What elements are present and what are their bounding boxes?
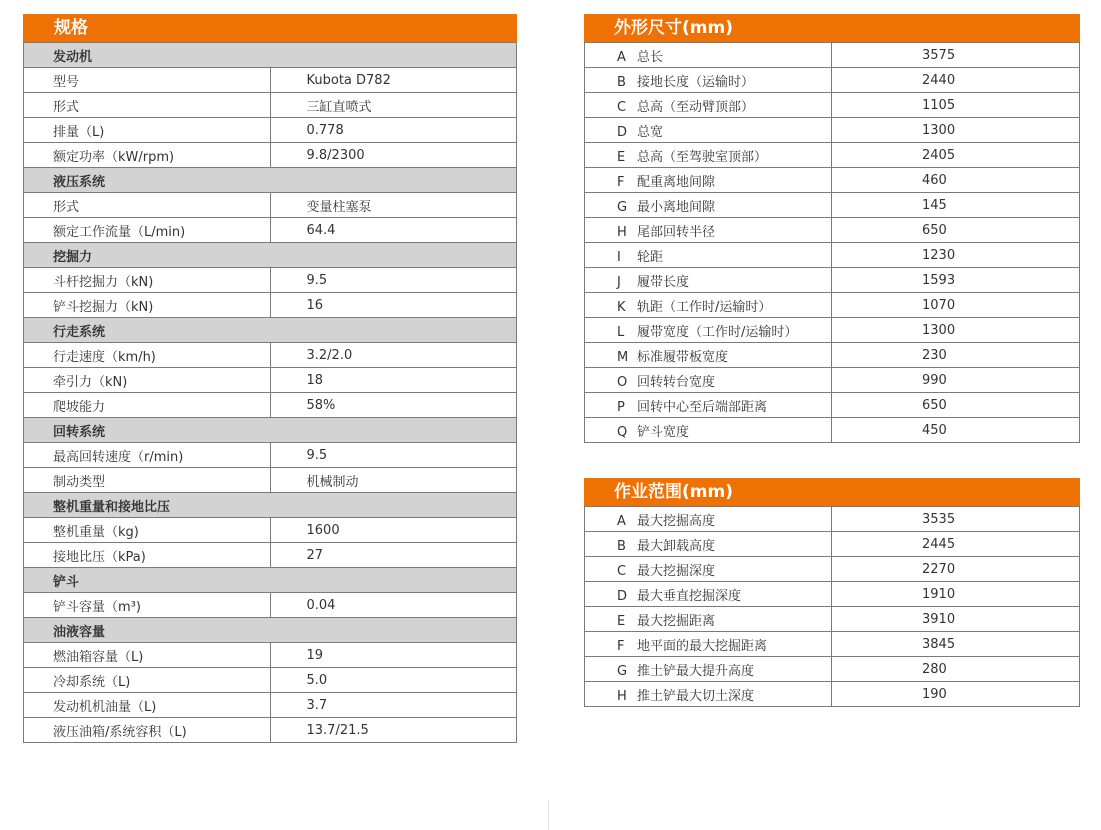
- dimension-value: 1070: [832, 293, 1080, 318]
- dimension-label: 总高（至驾驶室顶部）: [637, 149, 768, 165]
- working-range-grid: [584, 506, 1080, 707]
- dimension-label: 最大卸载高度: [637, 538, 716, 554]
- spec-label: 液压油箱/系统容积（L): [24, 718, 271, 743]
- section-name: 回转系统: [24, 418, 271, 443]
- section-filler: [270, 618, 517, 643]
- spec-label: 额定功率（kW/rpm): [24, 143, 271, 168]
- spec-label: 排量（L): [24, 118, 271, 143]
- dimension-key: Q: [617, 424, 628, 440]
- table-row: [585, 193, 1080, 218]
- spec-label: 冷却系统（L): [24, 668, 271, 693]
- section-name: 发动机: [24, 43, 271, 68]
- dimension-key: C: [617, 99, 627, 115]
- dimension-label-cell: [585, 343, 832, 368]
- table-row: [24, 343, 517, 368]
- dimension-value: 145: [832, 193, 1080, 218]
- table-row: [585, 93, 1080, 118]
- spec-value: 58%: [270, 393, 517, 418]
- dimensions-table: [584, 14, 1080, 443]
- dimension-label-cell: [585, 582, 832, 607]
- spec-label: 形式: [24, 193, 271, 218]
- dimension-key: F: [617, 174, 625, 190]
- specifications-table: [23, 14, 517, 743]
- dimension-key: M: [617, 349, 629, 365]
- spec-value: 1600: [270, 518, 517, 543]
- spec-label: 行走速度（km/h): [24, 343, 271, 368]
- spec-value: 13.7/21.5: [270, 718, 517, 743]
- dimension-label: 接地长度（运输时）: [637, 74, 755, 90]
- working-range-table: [584, 478, 1080, 707]
- dimension-key: J: [617, 274, 621, 290]
- dimension-value: 3575: [832, 43, 1080, 68]
- table-row: [24, 543, 517, 568]
- section-name: 铲斗: [24, 568, 271, 593]
- spec-value: 64.4: [270, 218, 517, 243]
- dimension-label-cell: [585, 218, 832, 243]
- dimension-label: 推土铲最大切土深度: [637, 688, 755, 704]
- working-range-title: 作业范围(mm): [584, 478, 1080, 506]
- table-row: [585, 318, 1080, 343]
- spec-label: 斗杆挖掘力（kN): [24, 268, 271, 293]
- table-row: [24, 393, 517, 418]
- spec-label: 燃油箱容量（L): [24, 643, 271, 668]
- dimension-key: A: [617, 49, 626, 65]
- dimension-value: 2440: [832, 68, 1080, 93]
- dimension-value: 2270: [832, 557, 1080, 582]
- dimension-label: 回转转台宽度: [637, 374, 716, 390]
- table-row: [585, 632, 1080, 657]
- dimension-key: G: [617, 663, 628, 679]
- dimension-value: 1105: [832, 93, 1080, 118]
- table-row: [24, 643, 517, 668]
- spec-value: 9.5: [270, 443, 517, 468]
- table-row: [585, 507, 1080, 532]
- spec-label: 最高回转速度（r/min): [24, 443, 271, 468]
- section-name: 液压系统: [24, 168, 271, 193]
- spec-value: 3.2/2.0: [270, 343, 517, 368]
- spec-value: 机械制动: [270, 468, 517, 493]
- dimension-label-cell: [585, 168, 832, 193]
- dimension-label-cell: [585, 557, 832, 582]
- dimension-value: 460: [832, 168, 1080, 193]
- spec-value: 变量柱塞泵: [270, 193, 517, 218]
- page-divider: [548, 800, 549, 830]
- table-row: [585, 43, 1080, 68]
- spec-label: 接地比压（kPa): [24, 543, 271, 568]
- spec-value: Kubota D782: [270, 68, 517, 93]
- dimension-key: E: [617, 613, 626, 629]
- spec-label: 制动类型: [24, 468, 271, 493]
- dimension-value: 280: [832, 657, 1080, 682]
- table-row: [24, 143, 517, 168]
- table-row: [24, 68, 517, 93]
- dimensions-grid: [584, 42, 1080, 443]
- table-row: [24, 268, 517, 293]
- table-row: [24, 668, 517, 693]
- section-filler: [270, 243, 517, 268]
- dimension-label: 轮距: [637, 249, 664, 265]
- table-row: [585, 143, 1080, 168]
- dimension-label-cell: [585, 507, 832, 532]
- dimension-value: 1593: [832, 268, 1080, 293]
- dimension-value: 3910: [832, 607, 1080, 632]
- section-filler: [270, 493, 517, 518]
- dimension-value: 650: [832, 218, 1080, 243]
- table-row: [24, 218, 517, 243]
- table-row: [585, 268, 1080, 293]
- dimension-value: 3535: [832, 507, 1080, 532]
- spec-value: 16: [270, 293, 517, 318]
- dimension-value: 650: [832, 393, 1080, 418]
- spec-label: 形式: [24, 93, 271, 118]
- dimension-label-cell: [585, 318, 832, 343]
- dimension-label-cell: [585, 243, 832, 268]
- section-filler: [270, 418, 517, 443]
- dimension-key: H: [617, 688, 627, 704]
- spec-value: 0.778: [270, 118, 517, 143]
- spec-value: 3.7: [270, 693, 517, 718]
- table-row: [585, 68, 1080, 93]
- table-row: [585, 657, 1080, 682]
- table-row: [585, 393, 1080, 418]
- dimension-key: B: [617, 74, 626, 90]
- dimension-key: A: [617, 513, 626, 529]
- dimension-label: 总长: [637, 49, 664, 65]
- dimension-label-cell: [585, 68, 832, 93]
- table-row: [585, 293, 1080, 318]
- dimension-label-cell: [585, 393, 832, 418]
- dimension-value: 2445: [832, 532, 1080, 557]
- table-row: [24, 368, 517, 393]
- dimension-label: 标准履带板宽度: [637, 349, 729, 365]
- dimension-value: 1300: [832, 318, 1080, 343]
- dimension-label: 最大垂直挖掘深度: [637, 588, 742, 604]
- spec-label: 额定工作流量（L/min): [24, 218, 271, 243]
- dimension-label-cell: [585, 193, 832, 218]
- specifications-title: 规格: [23, 14, 517, 42]
- dimension-key: K: [617, 299, 626, 315]
- dimension-label: 最大挖掘距离: [637, 613, 716, 629]
- table-row: [585, 218, 1080, 243]
- dimension-label-cell: [585, 368, 832, 393]
- table-row: [585, 682, 1080, 707]
- section-header-row: [24, 618, 517, 643]
- table-row: [24, 718, 517, 743]
- section-header-row: [24, 318, 517, 343]
- spec-value: 18: [270, 368, 517, 393]
- section-header-row: [24, 568, 517, 593]
- section-name: 整机重量和接地比压: [24, 493, 271, 518]
- table-row: [585, 582, 1080, 607]
- dimension-key: F: [617, 638, 625, 654]
- dimension-label: 轨距（工作时/运输时）: [637, 299, 772, 315]
- dimension-label-cell: [585, 418, 832, 443]
- dimension-value: 3845: [832, 632, 1080, 657]
- section-header-row: [24, 418, 517, 443]
- dimension-label-cell: [585, 682, 832, 707]
- dimension-label: 最大挖掘深度: [637, 563, 716, 579]
- specifications-grid: [23, 42, 517, 743]
- table-row: [585, 368, 1080, 393]
- table-row: [585, 243, 1080, 268]
- table-row: [24, 468, 517, 493]
- section-name: 油液容量: [24, 618, 271, 643]
- dimension-value: 1910: [832, 582, 1080, 607]
- dimension-label: 配重离地间隙: [637, 174, 716, 190]
- section-header-row: [24, 243, 517, 268]
- section-name: 挖掘力: [24, 243, 271, 268]
- table-row: [585, 418, 1080, 443]
- dimension-label-cell: [585, 268, 832, 293]
- dimension-key: G: [617, 199, 628, 215]
- dimension-label: 地平面的最大挖掘距离: [637, 638, 768, 654]
- dimension-key: C: [617, 563, 627, 579]
- dimension-label: 推土铲最大提升高度: [637, 663, 755, 679]
- dimension-value: 2405: [832, 143, 1080, 168]
- section-filler: [270, 168, 517, 193]
- dimension-label-cell: [585, 657, 832, 682]
- dimension-label: 最小离地间隙: [637, 199, 716, 215]
- spec-value: 27: [270, 543, 517, 568]
- spec-value: 9.8/2300: [270, 143, 517, 168]
- section-filler: [270, 43, 517, 68]
- spec-label: 铲斗挖掘力（kN): [24, 293, 271, 318]
- spec-label: 爬坡能力: [24, 393, 271, 418]
- spec-value: 0.04: [270, 593, 517, 618]
- dimension-label: 履带长度: [637, 274, 690, 290]
- dimension-label-cell: [585, 607, 832, 632]
- spec-value: 5.0: [270, 668, 517, 693]
- dimension-label: 最大挖掘高度: [637, 513, 716, 529]
- spec-value: 19: [270, 643, 517, 668]
- dimension-label-cell: [585, 532, 832, 557]
- dimension-value: 190: [832, 682, 1080, 707]
- dimension-label: 回转中心至后端部距离: [637, 399, 768, 415]
- table-row: [585, 607, 1080, 632]
- table-row: [585, 118, 1080, 143]
- dimension-label: 尾部回转半径: [637, 224, 716, 240]
- table-row: [24, 118, 517, 143]
- spec-label: 牵引力（kN): [24, 368, 271, 393]
- dimension-label-cell: [585, 293, 832, 318]
- dimension-label-cell: [585, 632, 832, 657]
- table-row: [585, 343, 1080, 368]
- section-header-row: [24, 493, 517, 518]
- dimension-key: D: [617, 124, 628, 140]
- dimension-key: H: [617, 224, 627, 240]
- section-filler: [270, 318, 517, 343]
- dimension-key: E: [617, 149, 626, 165]
- table-row: [24, 443, 517, 468]
- dimension-key: D: [617, 588, 628, 604]
- dimension-key: P: [617, 399, 625, 415]
- dimension-value: 990: [832, 368, 1080, 393]
- dimension-value: 1300: [832, 118, 1080, 143]
- table-row: [24, 693, 517, 718]
- dimension-key: L: [617, 324, 625, 340]
- dimension-label-cell: [585, 93, 832, 118]
- table-row: [585, 557, 1080, 582]
- spec-value: 三缸直喷式: [270, 93, 517, 118]
- table-row: [24, 518, 517, 543]
- dimension-label: 履带宽度（工作时/运输时）: [637, 324, 798, 340]
- section-name: 行走系统: [24, 318, 271, 343]
- dimension-key: I: [617, 249, 621, 265]
- dimension-label-cell: [585, 143, 832, 168]
- section-header-row: [24, 43, 517, 68]
- table-row: [24, 193, 517, 218]
- dimension-key: O: [617, 374, 628, 390]
- dimension-key: B: [617, 538, 626, 554]
- dimension-value: 450: [832, 418, 1080, 443]
- spec-label: 发动机机油量（L): [24, 693, 271, 718]
- spec-label: 整机重量（kg): [24, 518, 271, 543]
- table-row: [24, 593, 517, 618]
- dimension-label: 铲斗宽度: [637, 424, 690, 440]
- section-filler: [270, 568, 517, 593]
- table-row: [24, 93, 517, 118]
- spec-value: 9.5: [270, 268, 517, 293]
- table-row: [585, 532, 1080, 557]
- spec-label: 型号: [24, 68, 271, 93]
- spec-label: 铲斗容量（m³): [24, 593, 271, 618]
- dimension-label: 总高（至动臂顶部）: [637, 99, 755, 115]
- dimension-label: 总宽: [637, 124, 664, 140]
- dimension-value: 1230: [832, 243, 1080, 268]
- dimensions-title: 外形尺寸(mm): [584, 14, 1080, 42]
- table-row: [585, 168, 1080, 193]
- dimension-label-cell: [585, 118, 832, 143]
- dimension-label-cell: [585, 43, 832, 68]
- table-row: [24, 293, 517, 318]
- dimension-value: 230: [832, 343, 1080, 368]
- section-header-row: [24, 168, 517, 193]
